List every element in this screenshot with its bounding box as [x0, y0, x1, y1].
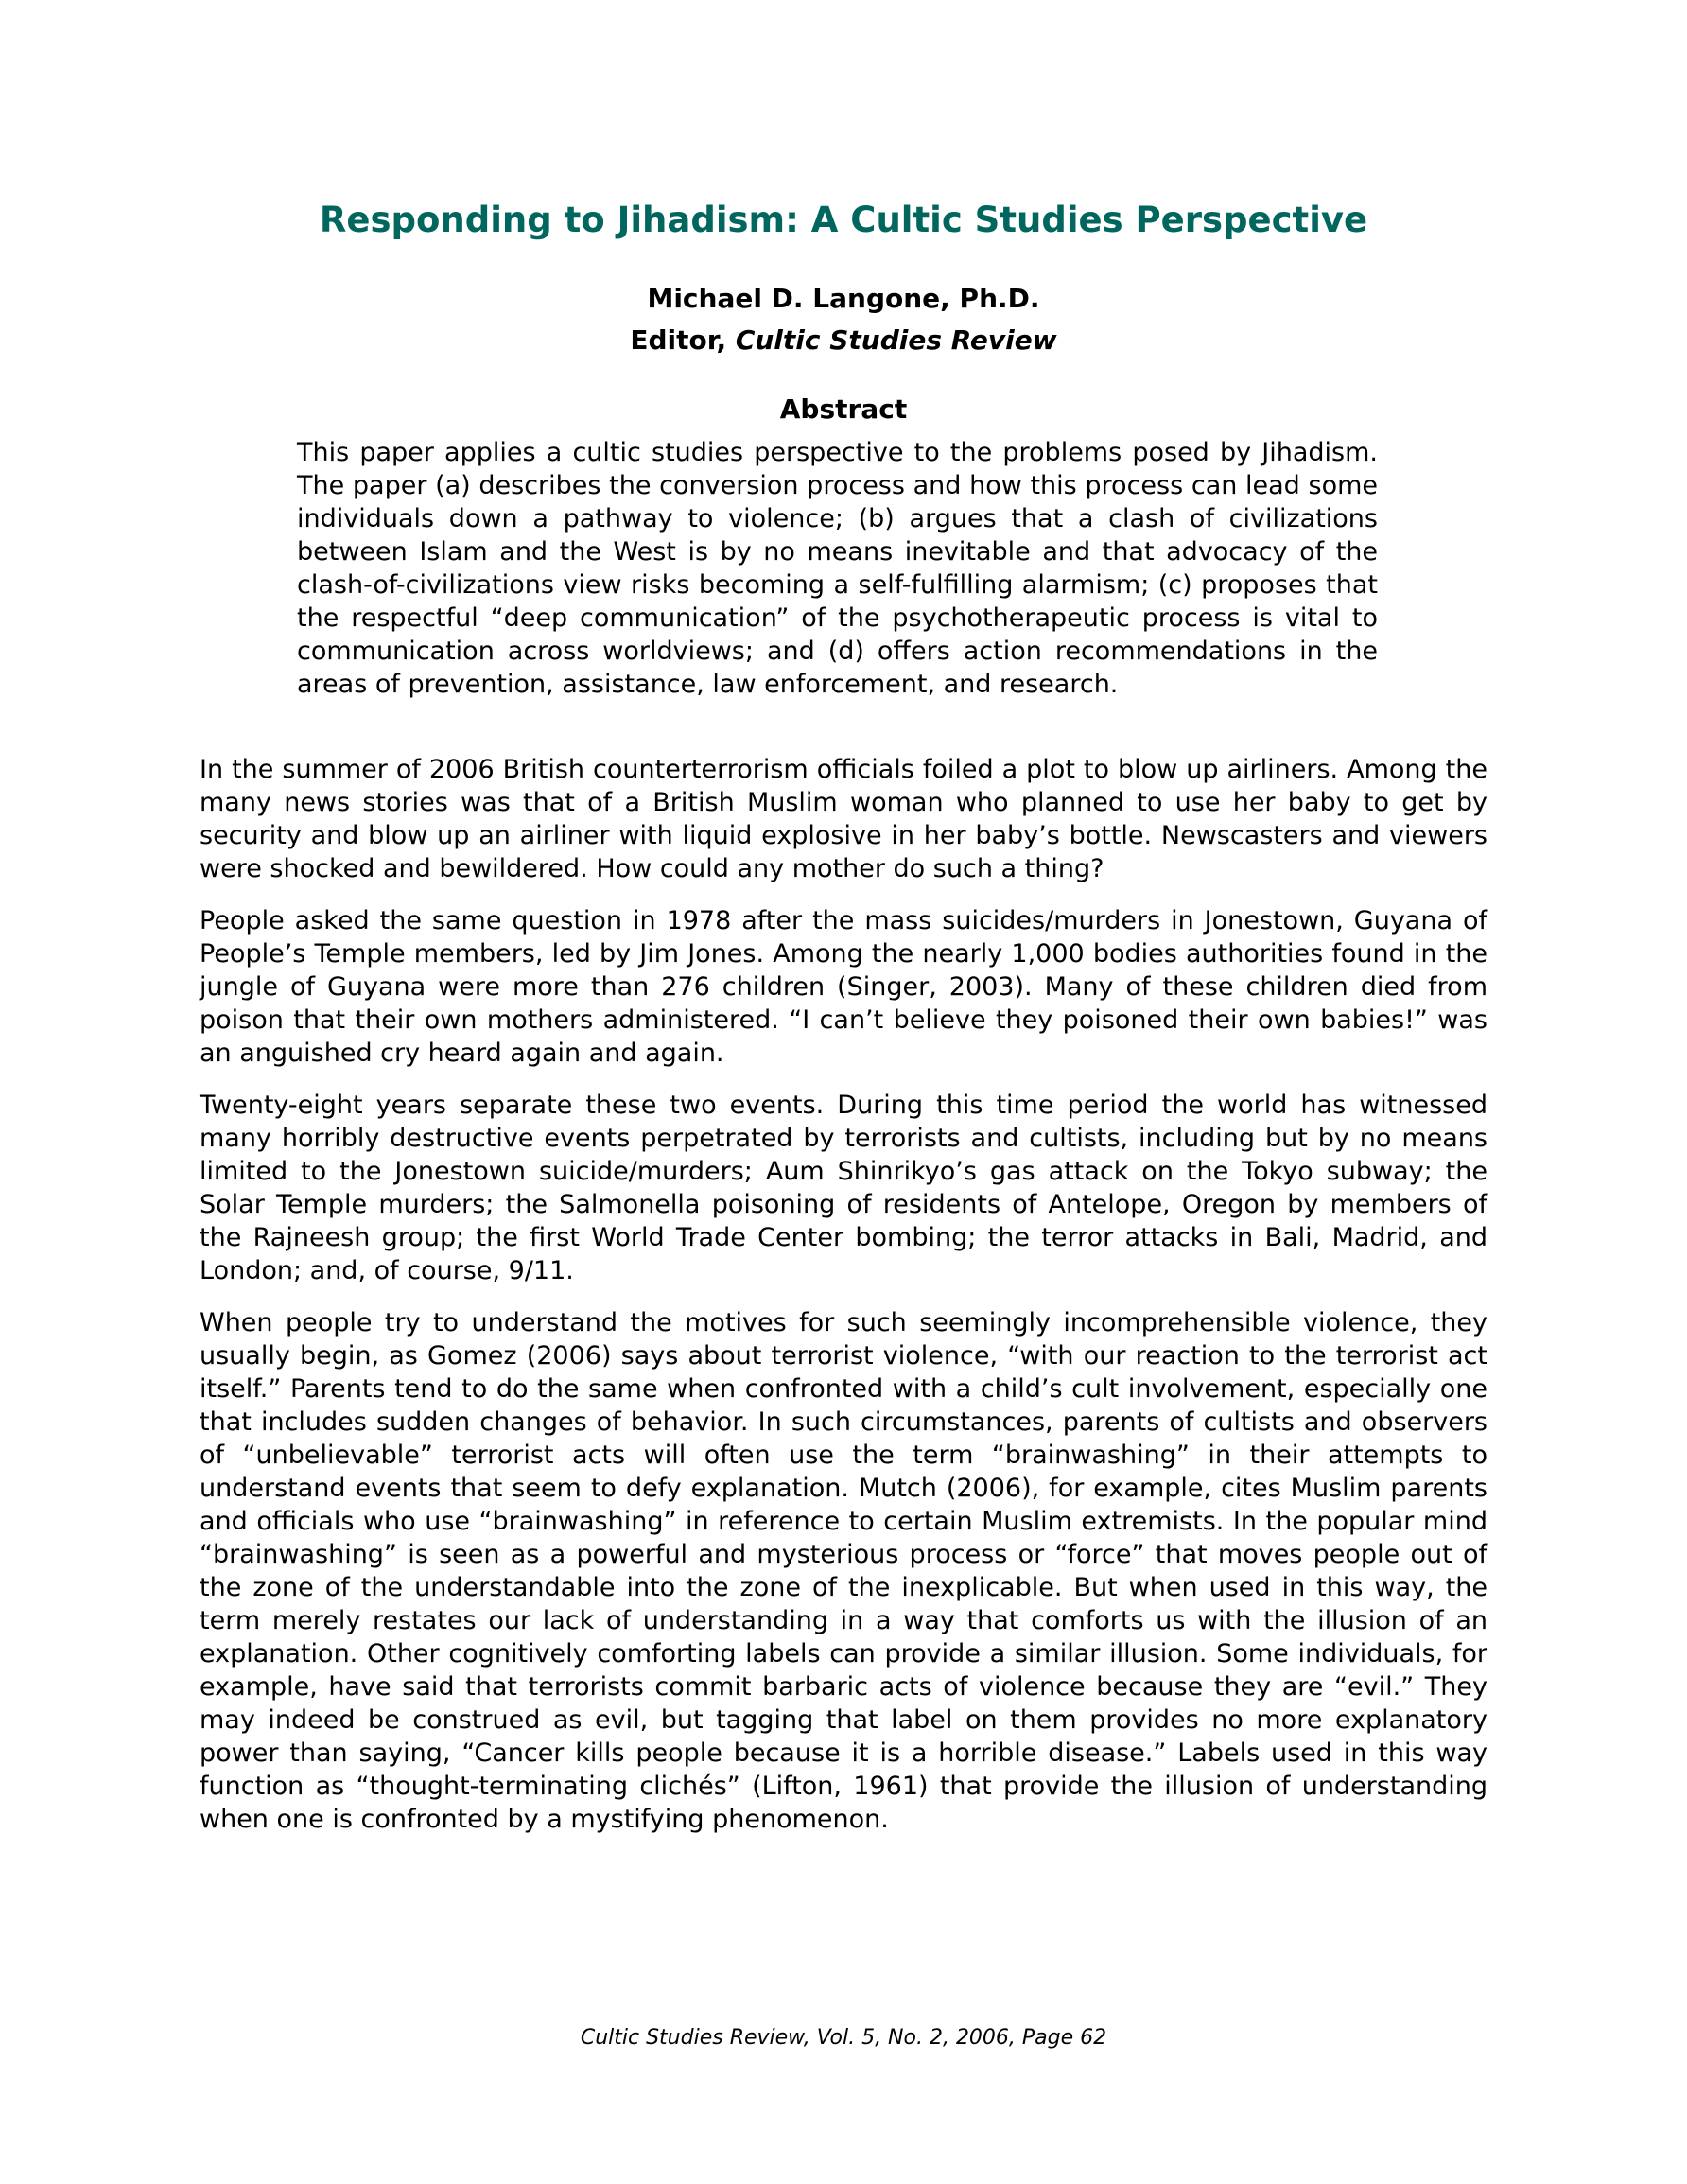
abstract-text: This paper applies a cultic studies perspective to the problems posed by Jihadism. The paper (a) describes the conversion process and how this process can lead some individuals down a pathway to violence; (b) argues that a clash of civilizations between Islam and the West is by no means inevitable and that advocacy of the clash-of-civilizations view risks becoming a self-fulfilling alarmism; (c) proposes that the respectful “deep communication” of the psychotherapeutic process is vital to communication across worldviews; and (d) offers action recommendations in the areas of prevention, assistance, law enforcement, and research.	[297, 438, 1378, 699]
publication-name: Cultic Studies Review	[735, 324, 1057, 356]
body-paragraph: Twenty-eight years separate these two events. During this time period the world has witnessed many horribly destructive events perpetrated by terrorists and cultists, including but by no means limited to the Jonestown suicide/murders; Aum Shinrikyo’s gas attack on the Tokyo subway; the Solar Temple murders; the Salmonella poisoning of residents of Antelope, Oregon by members of the Rajneesh group; the first World Trade Center bombing; the terror attacks in Bali, Madrid, and London; and, of course, 9/11.	[200, 1091, 1487, 1285]
body-paragraph: In the summer of 2006 British counterterrorism officials foiled a plot to blow up airliners. Among the many news stories was that of a British Muslim woman who planned to use her baby to get by security and blow up an airliner with liquid explosive in her baby’s bottle. Newscasters and viewers were shocked and bewildered. How could any mother do such a thing?	[200, 755, 1487, 883]
author-affiliation	[0, 322, 1687, 359]
page-footer-citation: Cultic Studies Review, Vol. 5, No. 2, 2006, Page 62	[580, 2026, 1107, 2050]
editor-label: Editor,	[630, 324, 736, 356]
body-text	[200, 753, 1487, 1855]
body-paragraph: People asked the same question in 1978 after the mass suicides/murders in Jonestown, Guyana of People’s Temple members, led by Jim Jones. Among the nearly 1,000 bodies authorities found in the jungle of Guyana were more than 276 children (Singer, 2003). Many of these children died from poison that their own mothers administered. “I can’t believe they poisoned their own babies!” was an anguished cry heard again and again.	[200, 906, 1487, 1068]
author-name: Michael D. Langone, Ph.D.	[647, 283, 1040, 314]
body-paragraph: When people try to understand the motives for such seemingly incomprehensible violence, they usually begin, as Gomez (2006) says about terrorist violence, “with our reaction to the terrorist act itself.” Parents tend to do the same when confronted with a child’s cult involvement, especially one that includes sudden changes of behavior. In such circumstances, parents of cultists and observers of “unbelievable” terrorist acts will often use the term “brainwashing” in their attempts to understand events that seem to defy explanation. Mutch (2006), for example, cites Muslim parents and officials who use “brainwashing” in reference to certain Muslim extremists. In the popular mind “brainwashing” is seen as a powerful and mysterious process or “force” that moves people out of the zone of the understandable into the zone of the inexplicable. But when used in this way, the term merely restates our lack of understanding in a way that comforts us with the illusion of an explanation. Other cognitively comforting labels can provide a similar illusion. Some individuals, for example, have said that terrorists commit barbaric acts of violence because they are “evil.” They may indeed be construed as evil, but tagging that label on them provides no more explanatory power than saying, “Cancer kills people because it is a horrible disease.” Labels used in this way function as “thought-terminating clichés” (Lifton, 1961) that provide the illusion of understanding when one is confronted by a mystifying phenomenon.	[200, 1308, 1487, 1834]
abstract-heading: Abstract	[779, 393, 908, 425]
paper-title: Responding to Jihadism: A Cultic Studies Perspective	[319, 200, 1368, 240]
